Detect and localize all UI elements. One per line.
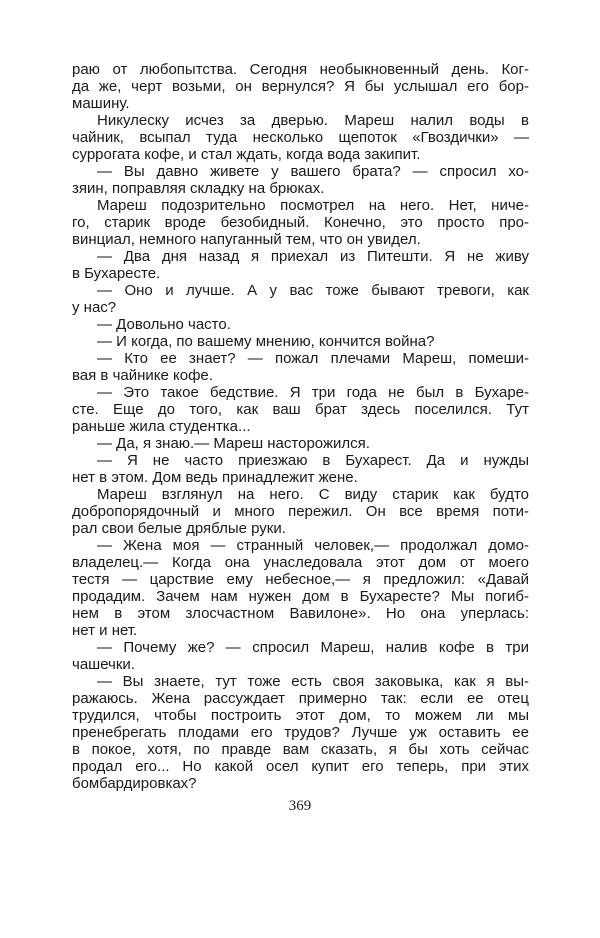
- text-line: в покое, хотя, по правде вам сказать, я бы хоть сейчас: [72, 741, 529, 758]
- text-line: — Я не часто приезжаю в Бухарест. Да и нужды: [97, 452, 529, 469]
- page-text: [72, 61, 529, 792]
- text-line: продадим. Зачем нам нужен дом в Бухаресте? Мы погиб-: [72, 588, 529, 605]
- text-line: трудился, чтобы построить этот дом, то можем ли мы: [72, 707, 529, 724]
- text-line: нет и нет.: [72, 622, 138, 639]
- text-line: — Вы знаете, тут тоже есть своя заковыка, как я вы-: [97, 673, 529, 690]
- text-line: Мареш взглянул на него. С виду старик как будто: [97, 486, 529, 503]
- text-line: бомбардировках?: [72, 775, 197, 792]
- text-line: у нас?: [72, 299, 117, 316]
- text-line: винциал, немного напуганный тем, что он увидел.: [72, 231, 421, 248]
- text-line: — Довольно часто.: [97, 316, 231, 333]
- text-line: машину.: [72, 95, 130, 112]
- text-line: пренебрегать плодами его трудов? Лучше уж оставить ее: [72, 724, 529, 741]
- text-line: продал его... Но какой осел купит его теперь, при этих: [72, 758, 529, 775]
- text-line: — Почему же? — спросил Мареш, налив кофе в три: [97, 639, 529, 656]
- text-line: зяин, поправляя складку на брюках.: [72, 180, 325, 197]
- text-line: — Два дня назад я приехал из Питешти. Я не живу: [97, 248, 529, 265]
- text-line: суррогата кофе, и стал ждать, когда вода закипит.: [72, 146, 421, 163]
- text-line: владелец.— Когда она унаследовала этот дом от моего: [72, 554, 529, 571]
- text-line: вая в чайнике кофе.: [72, 367, 213, 384]
- text-line: сте. Еще до того, как ваш брат здесь поселился. Тут: [72, 401, 529, 418]
- page-number: 369: [288, 798, 312, 814]
- text-line: тестя — царствие ему небесное,— я предложил: «Давай: [72, 571, 529, 588]
- text-line: раньше жила студентка...: [72, 418, 251, 435]
- text-line: ражаюсь. Жена рассуждает примерно так: если ее отец: [72, 690, 529, 707]
- text-line: Мареш подозрительно посмотрел на него. Нет, ниче-: [97, 197, 529, 214]
- text-line: раю от любопытства. Сегодня необыкновенный день. Ког-: [72, 61, 529, 78]
- text-line: — Оно и лучше. А у вас тоже бывают тревоги, как: [97, 282, 529, 299]
- text-line: Никулеску исчез за дверью. Мареш налил воды в: [97, 112, 529, 129]
- text-line: — Кто ее знает? — пожал плечами Мареш, помеши-: [97, 350, 529, 367]
- text-line: нем в этом злосчастном Вавилоне». Но она уперлась:: [72, 605, 529, 622]
- text-line: в Бухаресте.: [72, 265, 161, 282]
- text-line: рал свои белые дряблые руки.: [72, 520, 286, 537]
- text-line: — И когда, по вашему мнению, кончится война?: [97, 333, 435, 350]
- text-line: — Да, я знаю.— Мареш насторожился.: [97, 435, 370, 452]
- text-line: го, старик вроде безобидный. Конечно, это просто про-: [72, 214, 529, 231]
- text-line: да же, черт возьми, он вернулся? Я бы услышал его бор-: [72, 78, 529, 95]
- text-line: чайник, всыпал туда несколько щепоток «Гвоздички» —: [72, 129, 529, 146]
- text-line: нет в этом. Дом ведь принадлежит жене.: [72, 469, 358, 486]
- text-line: чашечки.: [72, 656, 135, 673]
- text-line: — Вы давно живете у вашего брата? — спросил хо-: [97, 163, 529, 180]
- text-line: — Это такое бедствие. Я три года не был в Бухаре-: [97, 384, 529, 401]
- text-line: — Жена моя — странный человек,— продолжал домо-: [97, 537, 529, 554]
- text-line: добропорядочный и много пережил. Он все время поти-: [72, 503, 529, 520]
